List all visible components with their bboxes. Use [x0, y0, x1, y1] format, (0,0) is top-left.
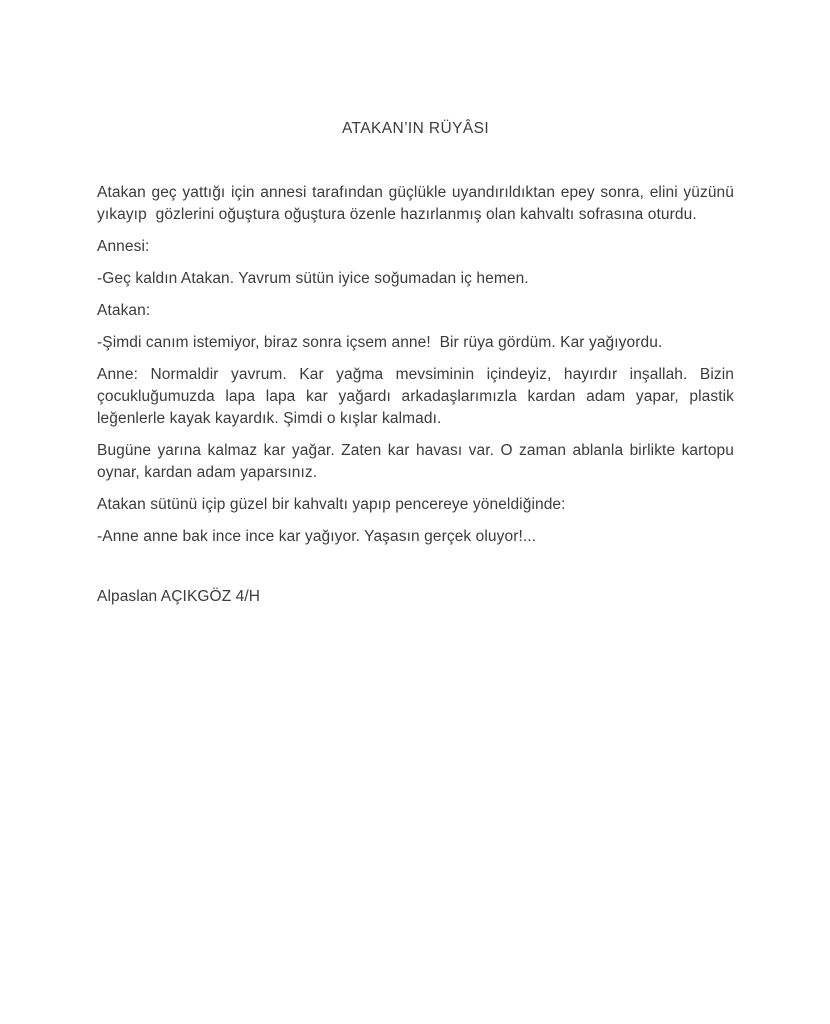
author-line: Alpaslan AÇIKGÖZ 4/H — [97, 588, 261, 605]
story-paragraph: -Geç kaldın Atakan. Yavrum sütün iyice soğumadan iç hemen. — [97, 270, 529, 287]
story-paragraph: Atakan sütünü içip güzel bir kahvaltı yapıp pencereye yöneldiğinde: — [97, 496, 566, 513]
story-paragraph: Bugüne yarına kalmaz kar yağar. Zaten kar havası var. O zaman ablanla birlikte kartopu oynar, kardan adam yaparsınız. — [97, 442, 739, 481]
story-paragraph: Annesi: — [97, 238, 150, 255]
story-paragraph: Atakan: — [97, 302, 151, 319]
story-paragraph: -Şimdi canım istemiyor, biraz sonra içsem anne! Bir rüya gördüm. Kar yağıyordu. — [97, 334, 663, 351]
text-column — [97, 118, 739, 618]
story-body — [97, 182, 739, 548]
page-title: ATAKAN’IN RÜYÂSI — [341, 120, 490, 137]
story-paragraph: Atakan geç yattığı için annesi tarafından güçlükle uyandırıldıktan epey sonra, elini yüzünü yıkayıp gözlerini oğuştura oğuştura özenle hazırlanmış olan kahvaltı sofrasına oturdu. — [97, 184, 739, 223]
story-paragraph: -Anne anne bak ince ince kar yağıyor. Yaşasın gerçek oluyor!... — [97, 528, 537, 545]
story-paragraph: Anne: Normaldir yavrum. Kar yağma mevsiminin içindeyiz, hayırdır inşallah. Bizin çocukluğumuzda lapa lapa kar yağardı arkadaşlarımızla kardan adam yapar, plastik leğenlerle kayak kayardık. Şimdi o kışlar kalmadı. — [97, 366, 739, 427]
